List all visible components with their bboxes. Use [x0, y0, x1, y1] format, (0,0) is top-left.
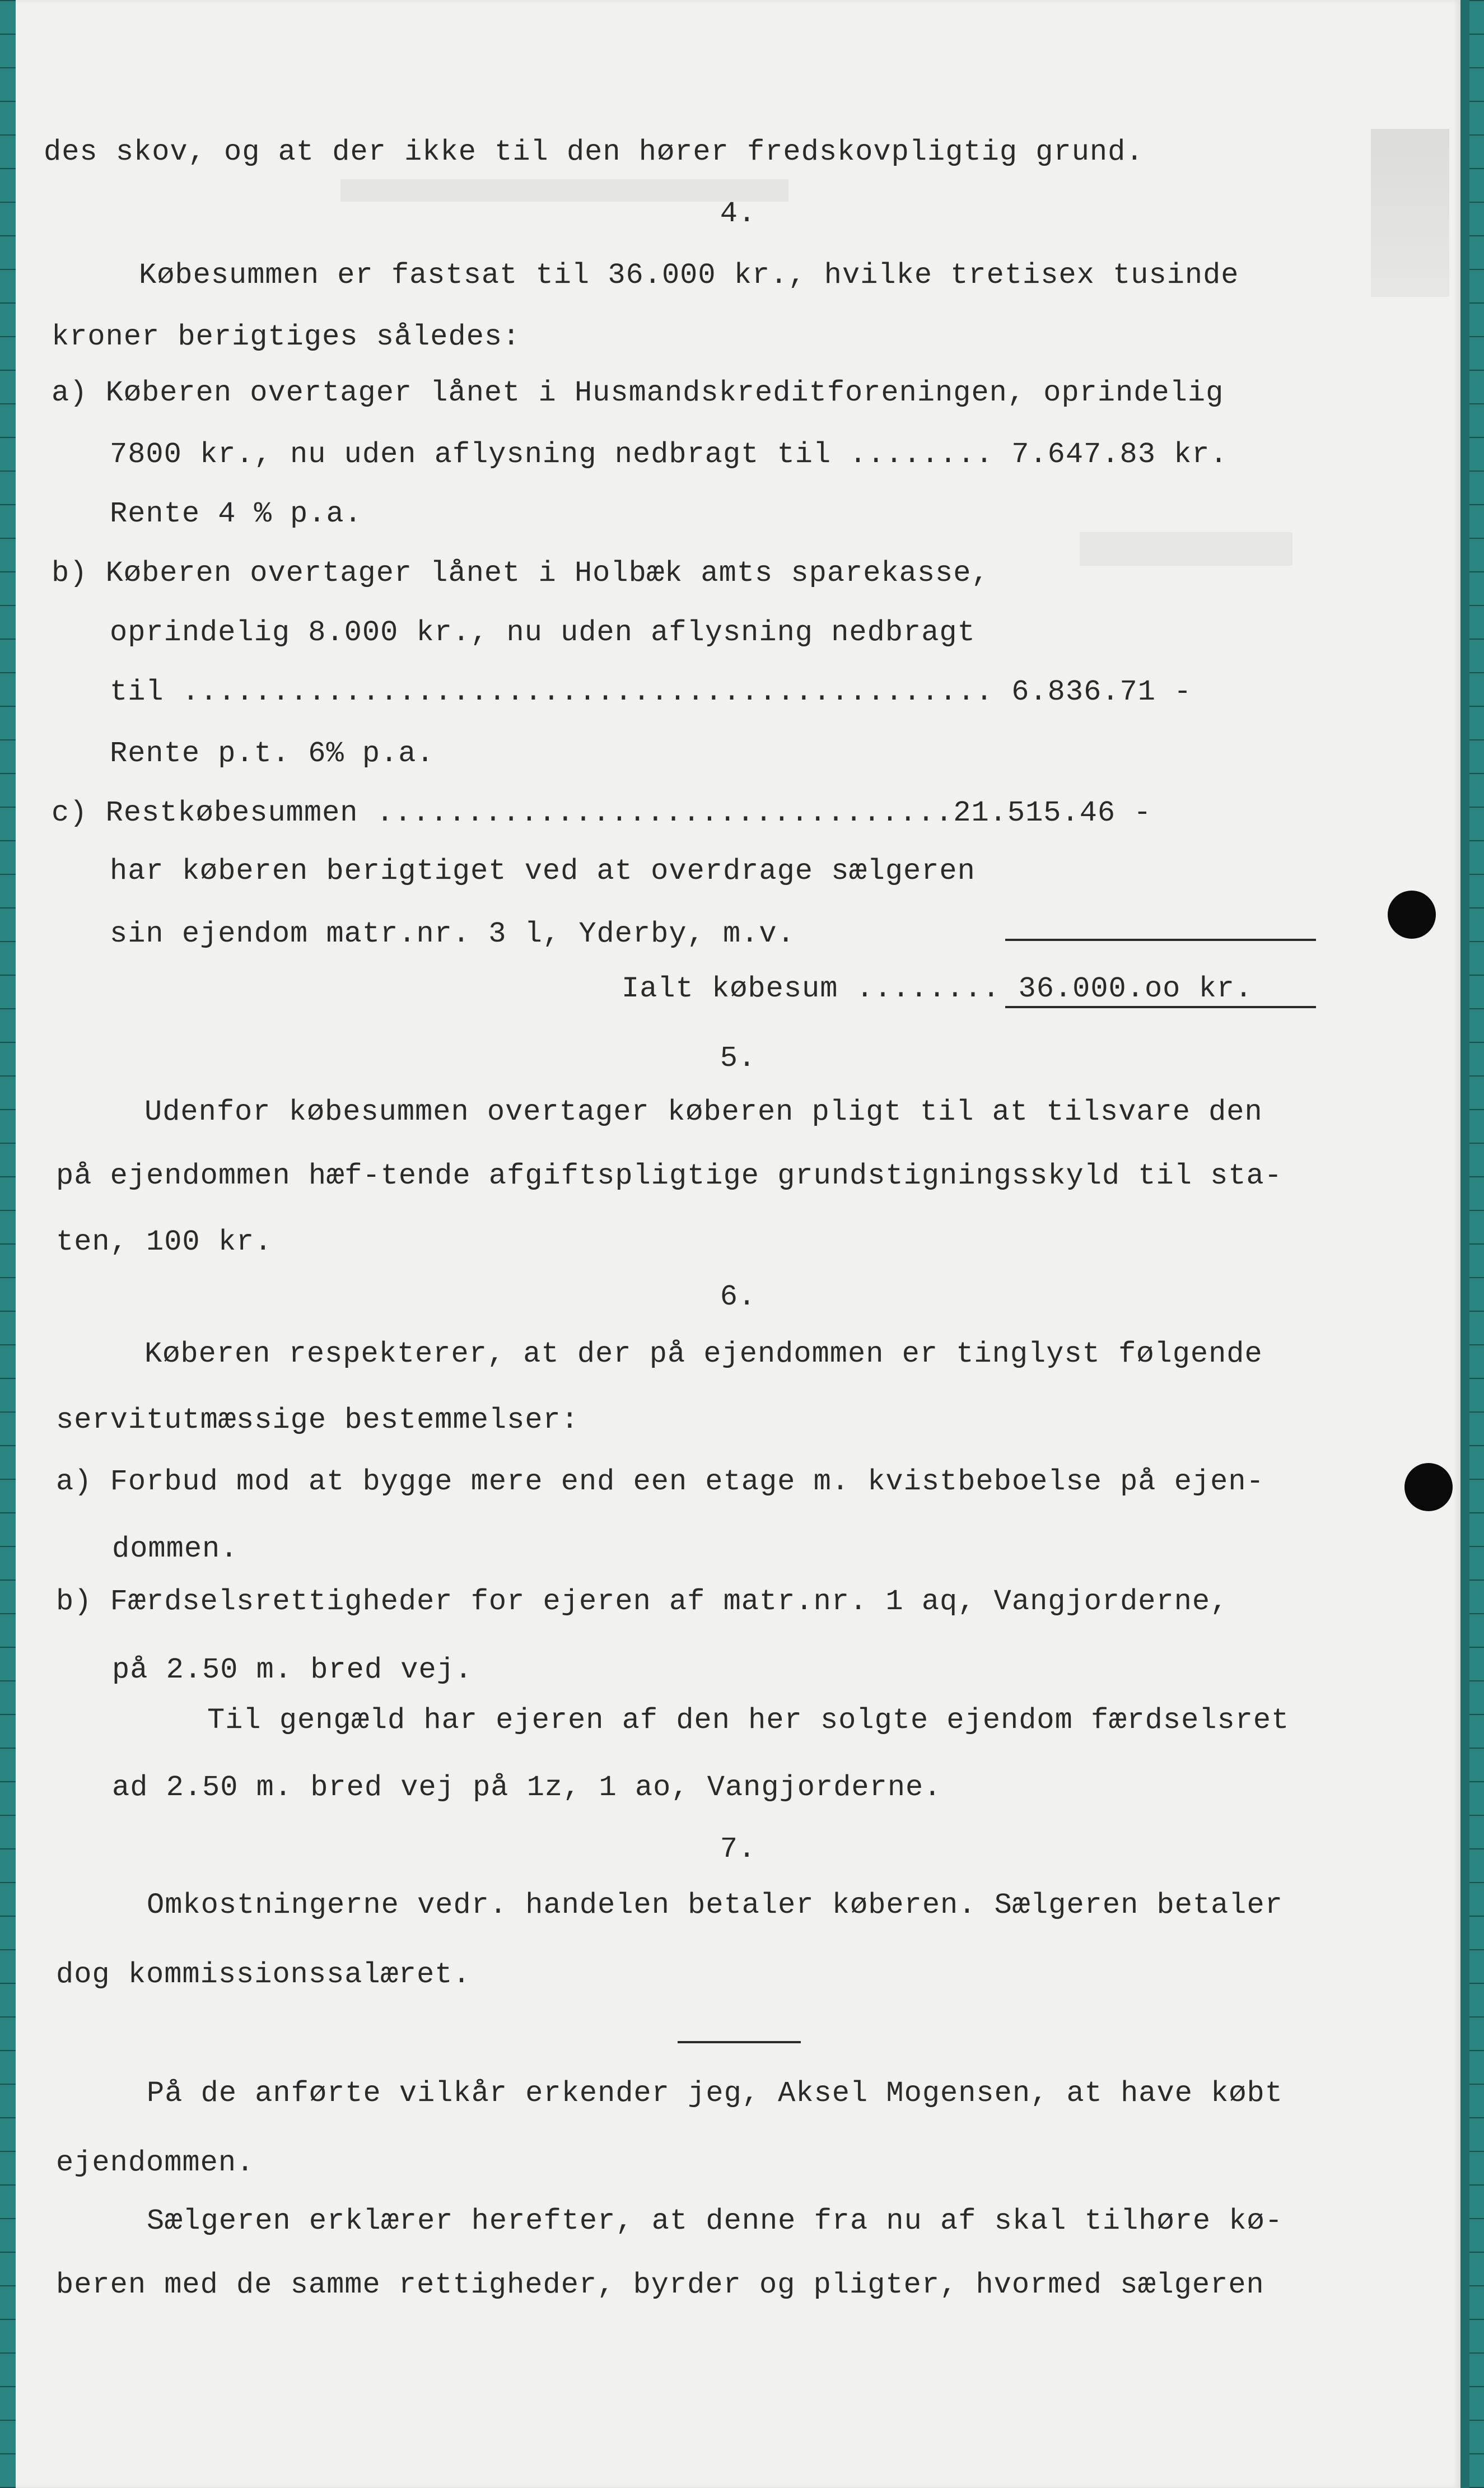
section-number: 5. [720, 1042, 757, 1075]
text-line: sin ejendom matr.nr. 3 l, Yderby, m.v. [110, 917, 795, 951]
text-line: beren med de samme rettigheder, byrder og pligter, hvormed sælgeren [56, 2268, 1264, 2301]
text-line: på 2.50 m. bred vej. [112, 1653, 473, 1686]
text-line: Rente 4 % p.a. [110, 497, 362, 530]
text-line: des skov, og at der ikke til den hører fredskovpligtig grund. [44, 136, 1144, 169]
text-line: Køberen respekterer, at der på ejendommen er tinglyst følgende [144, 1338, 1263, 1371]
text-line: Omkostningerne vedr. handelen betaler køberen. Sælgeren betaler [147, 1889, 1283, 1922]
text-line: b) Færdselsrettigheder for ejeren af matr.nr. 1 aq, Vangjorderne, [56, 1585, 1229, 1618]
text-line: dog kommissionssalæret. [56, 1958, 471, 1991]
text-line: Købesummen er fastsat til 36.000 kr., hvilke tretisex tusinde [139, 259, 1239, 292]
text-line: ejendommen. [56, 2146, 255, 2179]
punch-hole-upper [1388, 891, 1436, 939]
punch-hole-lower [1404, 1463, 1453, 1511]
text-line: 7800 kr., nu uden aflysning nedbragt til ........ 7.647.83 kr. [110, 438, 1228, 471]
scanner-grid-right [1469, 0, 1484, 2488]
section-number: 7. [720, 1833, 757, 1866]
text-line: oprindelig 8.000 kr., nu uden aflysning nedbragt [110, 616, 976, 649]
text-line: har køberen berigtiget ved at overdrage sælgeren [110, 855, 976, 888]
text-line: På de anførte vilkår erkender jeg, Aksel Mogensen, at have købt [147, 2077, 1283, 2110]
bleed-through-mark [1080, 532, 1292, 566]
text-line: Til gengæld har ejeren af den her solgte ejendom færdselsret [207, 1704, 1290, 1737]
section-divider [678, 2041, 801, 2043]
text-line: b) Køberen overtager lånet i Holbæk amts sparekasse, [52, 557, 990, 590]
text-line: a) Køberen overtager lånet i Husmandskreditforeningen, oprindelig [52, 376, 1224, 409]
text-line: til ............................................. 6.836.71 - [110, 675, 1192, 709]
section-number: 6. [720, 1280, 757, 1313]
text-line: c) Restkøbesummen ................................21.515.46 - [52, 796, 1152, 830]
text-line: Udenfor købesummen overtager køberen pligt til at tilsvare den [144, 1096, 1263, 1129]
text-line: a) Forbud mod at bygge mere end een etage m. kvistbeboelse på ejen- [56, 1465, 1264, 1498]
sum-rule-bottom [1005, 1006, 1316, 1008]
scanner-grid-left [0, 0, 16, 2488]
text-line: på ejendommen hæf-tende afgiftspligtige grundstigningsskyld til sta- [56, 1159, 1282, 1192]
section-number: 4. [720, 197, 757, 230]
text-line: kroner berigtiges således: [52, 320, 521, 353]
text-line: Sælgeren erklærer herefter, at denne fra nu af skal tilhøre kø- [147, 2205, 1283, 2238]
text-line: servitutmæssige bestemmelser: [56, 1404, 579, 1437]
text-line: ten, 100 kr. [56, 1226, 273, 1259]
text-line: Rente p.t. 6% p.a. [110, 737, 435, 770]
text-line: dommen. [112, 1532, 239, 1566]
sum-rule-top [1005, 939, 1316, 941]
text-line: ad 2.50 m. bred vej på 1z, 1 ao, Vangjorderne. [112, 1771, 942, 1804]
text-line-total: Ialt købesum ........ 36.000.oo kr. [622, 972, 1253, 1005]
